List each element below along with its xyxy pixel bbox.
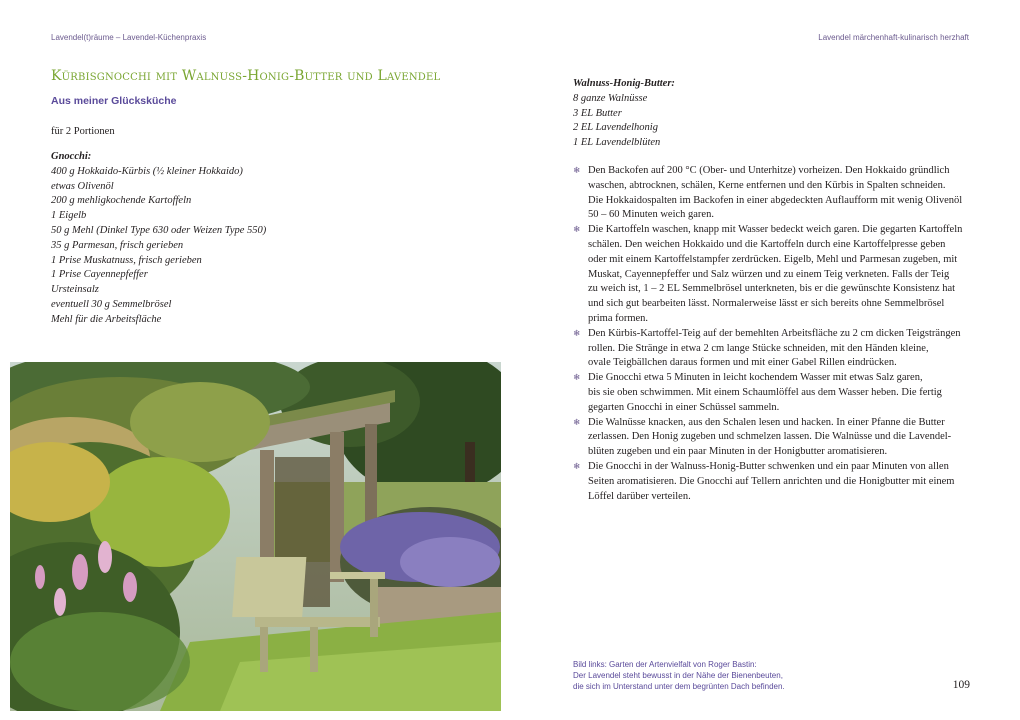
ingredient-item: eventuell 30 g Semmelbrösel bbox=[51, 298, 172, 310]
step-line: Den Backofen auf 200 °C (Ober- und Unterhitze) vorheizen. Den Hokkaido gründlich bbox=[588, 165, 950, 176]
ingredient-item: 400 g Hokkaido-Kürbis (½ kleiner Hokkaido) bbox=[51, 165, 243, 177]
portions: für 2 Portionen bbox=[51, 126, 115, 137]
recipe-title: Kürbisgnocchi mit Walnuss-Honig-Butter und Lavendel bbox=[51, 68, 441, 84]
ingredient-item: Ursteinsalz bbox=[51, 284, 99, 296]
snowflake-bullet-icon: ❄ bbox=[573, 373, 581, 384]
step-line: 50 – 60 Minuten weich garen. bbox=[588, 209, 714, 221]
step-line: Löffel darüber verteilen. bbox=[588, 490, 691, 502]
step-line: ovale Teigbällchen daraus formen und mit einer Gabel Rillen eindrücken. bbox=[588, 357, 897, 369]
preparation-steps bbox=[573, 164, 973, 504]
garden-photo bbox=[10, 362, 501, 711]
caption-line: die sich im Unterstand unter dem begrünten Dach befinden. bbox=[573, 682, 785, 691]
caption-line: Bild links: Garten der Artenvielfalt von Roger Bastin: bbox=[573, 660, 757, 669]
step-item bbox=[573, 223, 973, 327]
step-item bbox=[573, 164, 973, 223]
step-line: zerlassen. Den Honig zugeben und schmelzen lassen. Die Walnüsse und die Lavendel- bbox=[588, 431, 952, 443]
ingredient-item: 1 Eigelb bbox=[51, 210, 87, 222]
step-line: Die Kartoffeln waschen, knapp mit Wasser bedeckt weich garen. Die gegarten Kartoffeln bbox=[588, 224, 963, 236]
gnocchi-heading: Gnocchi: bbox=[51, 151, 92, 162]
step-item bbox=[573, 416, 973, 460]
ingredient-item: 35 g Parmesan, frisch gerieben bbox=[51, 239, 184, 251]
step-line: zu weich ist, 1 – 2 EL Semmelbrösel unterkneten, bis er die gewünschte Konsistenz hat bbox=[588, 283, 956, 295]
ingredient-item: 2 EL Lavendelhonig bbox=[573, 122, 658, 134]
recipe-subtitle: Aus meiner Glücksküche bbox=[51, 95, 177, 107]
step-line: und sich gut bearbeiten lässt. Normalerweise lässt er sich bereits ohne Semmelbrösel bbox=[588, 298, 945, 310]
step-line: Die Gnocchi in der Walnuss-Honig-Butter schwenken und ein paar Minuten von allen bbox=[588, 460, 949, 472]
snowflake-bullet-icon: ❄ bbox=[573, 461, 581, 472]
ingredient-item: Mehl für die Arbeitsfläche bbox=[51, 313, 162, 325]
gnocchi-ingredients bbox=[51, 150, 266, 328]
caption-line: Der Lavendel steht bewusst in der Nähe der Bienenbeuten, bbox=[573, 671, 783, 680]
step-line: Die Gnocchi etwa 5 Minuten in leicht kochendem Wasser mit etwas Salz garen, bbox=[588, 372, 923, 384]
step-line: blüten zugeben und ein paar Minuten in der Honigbutter aromatisieren. bbox=[588, 446, 888, 458]
ingredient-item: 1 EL Lavendelblüten bbox=[573, 137, 661, 149]
step-line: gegarten Gnocchi in einer Schüssel sammeln. bbox=[588, 401, 780, 413]
butter-ingredients bbox=[573, 77, 675, 151]
step-line: schälen. Den weichen Hokkaido und die Kartoffeln durch eine Kartoffelpresse geben bbox=[588, 238, 946, 250]
ingredient-item: 8 ganze Walnüsse bbox=[573, 92, 648, 104]
garden-illustration bbox=[10, 362, 501, 711]
photo-caption bbox=[573, 659, 785, 692]
step-line: Muskat, Cayennepfeffer und Salz würzen und zu einem Teig verkneten. Falls der Teig bbox=[588, 268, 950, 280]
ingredient-item: etwas Olivenöl bbox=[51, 180, 114, 192]
ingredient-item: 50 g Mehl (Dinkel Type 630 oder Weizen Type 550) bbox=[51, 224, 267, 236]
step-line: bis sie oben schwimmen. Mit einem Schaumlöffel aus dem Wasser heben. Die fertig bbox=[588, 386, 942, 398]
step-line: Die Hokkaidospalten im Backofen in einer abgedeckten Auflaufform mit wenig Olivenöl bbox=[588, 194, 963, 206]
snowflake-bullet-icon: ❄ bbox=[573, 417, 581, 428]
step-line: Seiten aromatisieren. Die Gnocchi auf Tellern anrichten und die Honigbutter mit einem bbox=[588, 475, 955, 487]
step-line: oder mit einem Kartoffelstampfer zerdrücken. Eigelb, Mehl und Parmesan zugeben, mit bbox=[588, 253, 958, 265]
step-line: Die Walnüsse knacken, aus den Schalen lesen und hacken. In einer Pfanne die Butter bbox=[588, 416, 945, 428]
ingredient-item: 1 Prise Cayennepfeffer bbox=[51, 269, 148, 281]
page-number: 109 bbox=[952, 679, 970, 691]
step-item bbox=[573, 327, 973, 371]
running-header-left: Lavendel(t)räume – Lavendel-Küchenpraxis bbox=[51, 33, 207, 42]
ingredient-item: 1 Prise Muskatnuss, frisch gerieben bbox=[51, 254, 202, 266]
snowflake-bullet-icon: ❄ bbox=[573, 328, 581, 339]
step-line: prima formen. bbox=[588, 312, 649, 324]
running-header-right: Lavendel märchenhaft-kulinarisch herzhaft bbox=[818, 33, 969, 42]
step-line: Den Kürbis-Kartoffel-Teig auf der bemehlten Arbeitsfläche zu 2 cm dicken Teigsträngen bbox=[588, 327, 961, 339]
step-line: rollen. Die Stränge in etwa 2 cm lange Stücke schneiden, mit den Händen kleine, bbox=[588, 342, 929, 354]
snowflake-bullet-icon: ❄ bbox=[573, 166, 581, 176]
step-line: waschen, abtrocknen, schälen, Kerne entfernen und den Kürbis in Spalten schneiden. bbox=[588, 179, 946, 191]
ingredient-item: 200 g mehligkochende Kartoffeln bbox=[51, 195, 192, 207]
snowflake-bullet-icon: ❄ bbox=[573, 225, 581, 236]
step-item bbox=[573, 371, 973, 415]
step-item bbox=[573, 460, 973, 504]
ingredient-item: 3 EL Butter bbox=[573, 107, 622, 119]
butter-heading: Walnuss-Honig-Butter: bbox=[573, 78, 675, 89]
